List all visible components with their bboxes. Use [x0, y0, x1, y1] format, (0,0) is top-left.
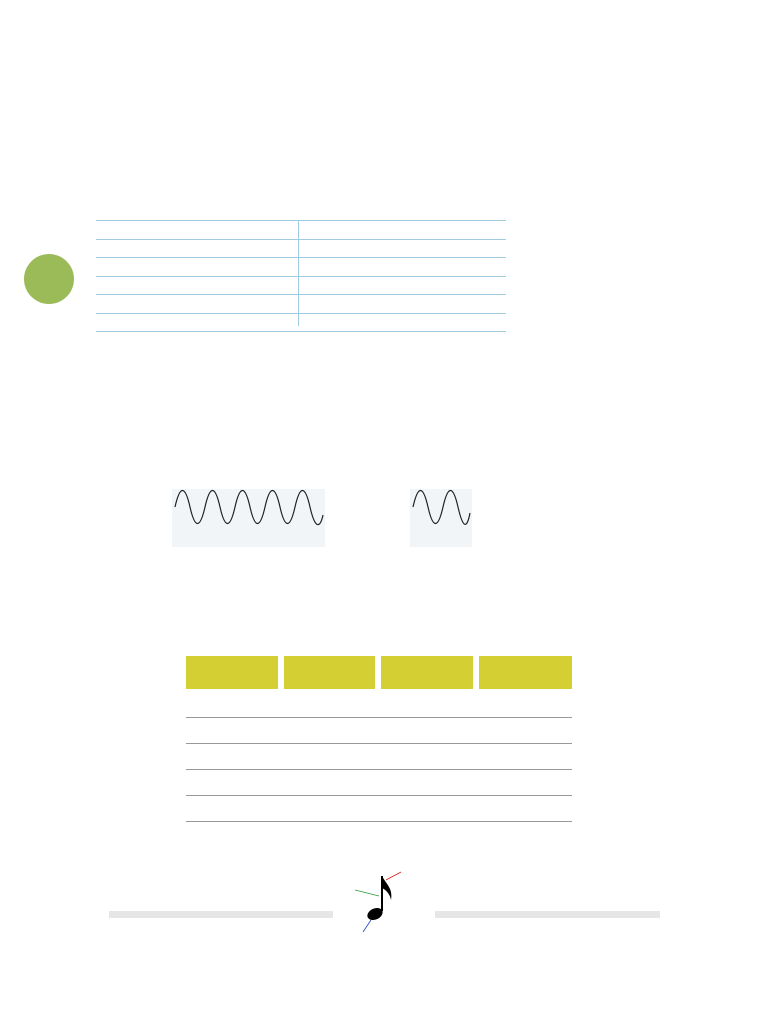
- header-figura: [284, 656, 375, 689]
- figures-table-header: [186, 656, 572, 689]
- table-row: [96, 240, 506, 259]
- table-row: [186, 744, 572, 770]
- qualities-table-header: [96, 190, 506, 221]
- table-row: [96, 258, 506, 277]
- short-sound-wave: [410, 489, 472, 547]
- footer-rule-right: [435, 911, 660, 918]
- table-row: [186, 796, 572, 822]
- long-sound-wave: [172, 489, 325, 547]
- header-silencio: [381, 656, 473, 689]
- note-parts-graphic: [333, 864, 435, 940]
- table-row: [96, 332, 506, 350]
- short-sound-wave-graphic: [410, 489, 472, 529]
- table-row: [96, 314, 506, 333]
- header-duracion: [479, 656, 572, 689]
- side-note: [522, 192, 667, 202]
- table-row: [186, 692, 572, 718]
- qualities-table: [96, 190, 506, 350]
- star-border-top: [0, 27, 768, 45]
- footer-rule-left: [109, 911, 333, 918]
- long-sound-wave-graphic: [172, 489, 325, 529]
- table-row: [96, 277, 506, 296]
- page-number-badge: [24, 254, 74, 304]
- star-border-right: [721, 42, 739, 1024]
- table-row: [96, 295, 506, 314]
- figures-table: [186, 656, 572, 822]
- table-row: [186, 770, 572, 796]
- table-row: [96, 221, 506, 240]
- note-parts-diagram: [333, 864, 435, 940]
- header-nombre: [186, 656, 278, 689]
- table-row: [186, 718, 572, 744]
